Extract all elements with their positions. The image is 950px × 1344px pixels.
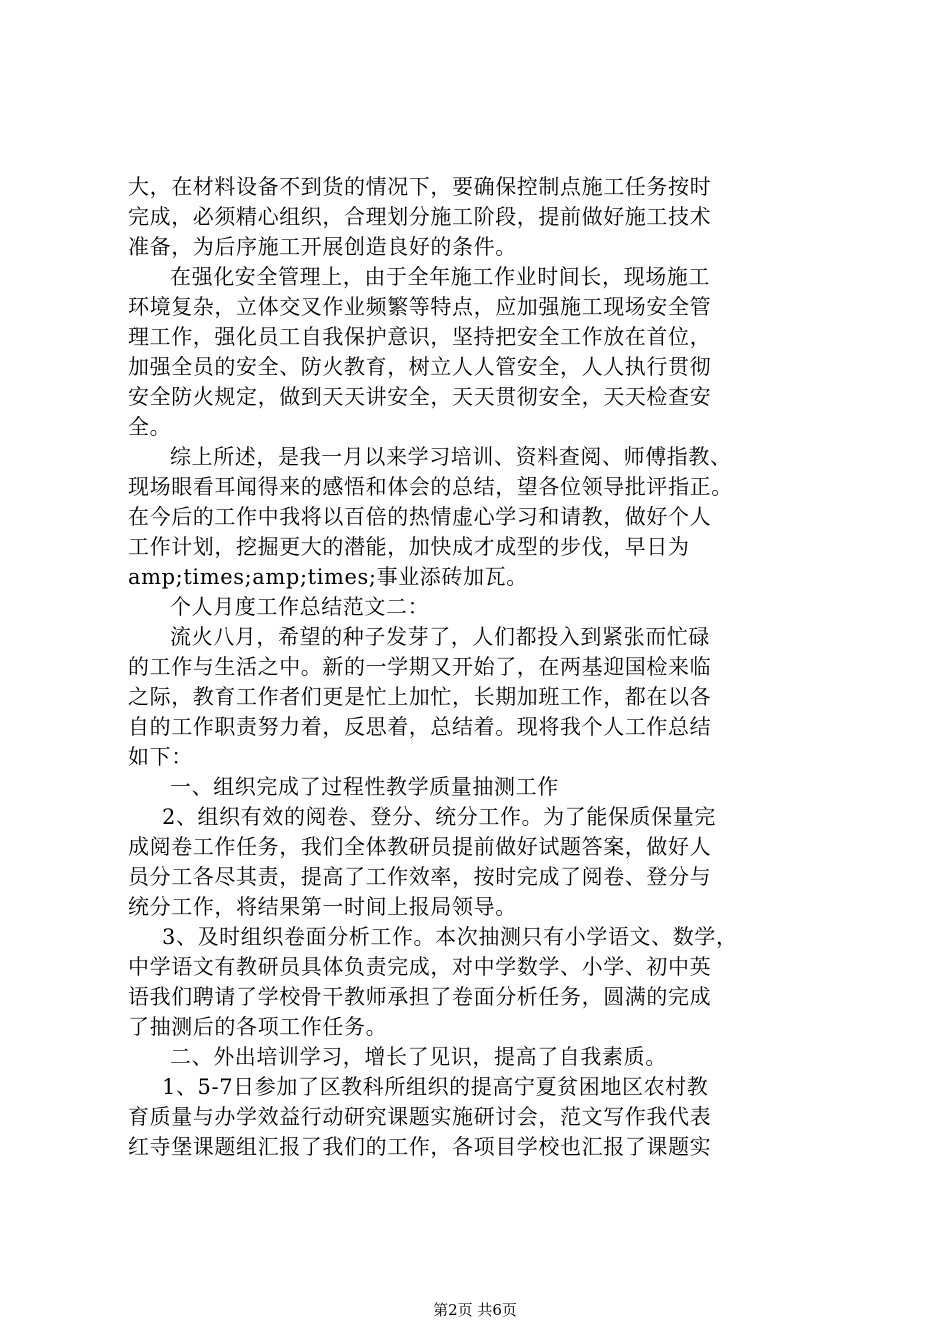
text-line: 理工作，强化员工自我保护意识，坚持把安全工作放在首位， (128, 325, 712, 349)
text-line: 员分工各尽其责，提高了工作效率，按时完成了阅卷、登分与 (128, 865, 712, 889)
text-line: 语我们聘请了学校骨干教师承担了卷面分析任务，圆满的完成 (128, 985, 712, 1009)
text-line: 在今后的工作中我将以百倍的热情虚心学习和请教，做好个人 (128, 505, 712, 529)
text-line: amp;times;amp;times;事业添砖加瓦。 (128, 565, 528, 589)
text-line: 红寺堡课题组汇报了我们的工作，各项目学校也汇报了课题实 (128, 1135, 712, 1159)
text-line: 工作计划，挖掘更大的潜能，加快成才成型的步伐，早日为 (128, 535, 690, 559)
page-number-footer: 第2页 共6页 (433, 1301, 517, 1319)
text-line: 育质量与办学效益行动研究课题实施研讨会，范文写作我代表 (128, 1105, 712, 1129)
text-line: 大，在材料设备不到货的情况下，要确保控制点施工任务按时 (128, 175, 712, 199)
text-line: 如下： (128, 745, 193, 769)
paragraph-start-line: 在强化安全管理上，由于全年施工作业时间长，现场施工 (170, 265, 710, 289)
text-line: 加强全员的安全、防火教育，树立人人管安全，人人执行贯彻 (128, 355, 712, 379)
text-line: 安全防火规定，做到天天讲安全，天天贯彻安全，天天检查安 (128, 385, 712, 409)
text-line: 成阅卷工作任务，我们全体教研员提前做好试题答案，做好人 (128, 835, 712, 859)
text-line: 了抽测后的各项工作任务。 (128, 1015, 388, 1039)
text-line: 统分工作，将结果第一时间上报局领导。 (128, 895, 517, 919)
text-line: 完成，必须精心组织，合理划分施工阶段，提前做好施工技术 (128, 205, 712, 229)
text-line: 全。 (128, 415, 172, 439)
text-line: 之际，教育工作者们更是忙上加忙，长期加班工作，都在以各 (128, 685, 712, 709)
paragraph-start-line: 1、5-7日参加了区教科所组织的提高宁夏贫困地区农村教 (162, 1075, 709, 1099)
subsection-heading: 一、组织完成了过程性教学质量抽测工作 (170, 775, 559, 799)
document-body (128, 172, 828, 1162)
subsection-heading: 二、外出培训学习，增长了见识，提高了自我素质。 (170, 1045, 667, 1069)
text-line: 现场眼看耳闻得来的感悟和体会的总结，望各位领导批评指正。 (128, 475, 733, 499)
text-line: 的工作与生活之中。新的一学期又开始了，在两基迎国检来临 (128, 655, 712, 679)
paragraph-start-line: 2、组织有效的阅卷、登分、统分工作。为了能保质保量完 (162, 805, 716, 829)
paragraph-start-line: 流火八月，希望的种子发芽了，人们都投入到紧张而忙碌 (170, 625, 710, 649)
text-line: 自的工作职责努力着，反思着，总结着。现将我个人工作总结 (128, 715, 712, 739)
paragraph-start-line: 综上所述，是我一月以来学习培训、资料查阅、师傅指教、 (170, 445, 732, 469)
text-line: 中学语文有教研员具体负责完成，对中学数学、小学、初中英 (128, 955, 712, 979)
section-heading: 个人月度工作总结范文二： (170, 595, 430, 619)
text-line: 环境复杂，立体交叉作业频繁等特点，应加强施工现场安全管 (128, 295, 712, 319)
text-line: 准备，为后序施工开展创造良好的条件。 (128, 235, 517, 259)
paragraph-start-line: 3、及时组织卷面分析工作。本次抽测只有小学语文、数学， (162, 925, 738, 949)
